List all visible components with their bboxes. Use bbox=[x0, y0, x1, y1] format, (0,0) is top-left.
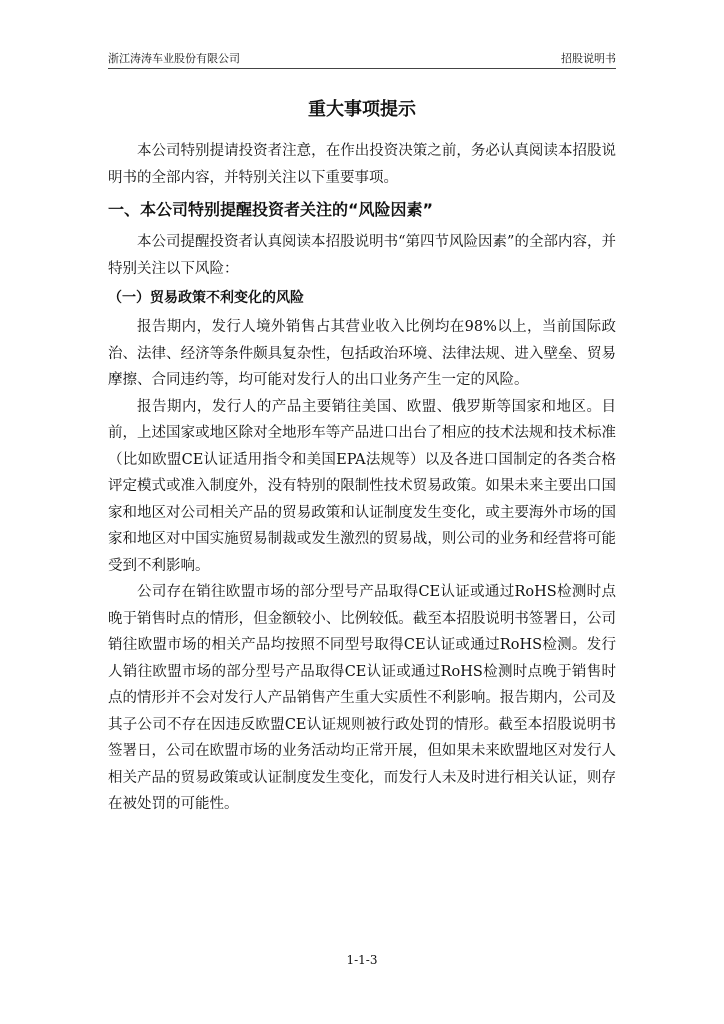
subsection-1-paragraph-1: 报告期内，发行人境外销售占其营业收入比例均在98%以上，当前国际政治、法律、经济等条件颇具复杂性，包括政治环境、法律法规、进入壁垒、贸易摩擦、合同违约等，均可能对发行人的出口业务产生一定的风险。 bbox=[108, 319, 616, 388]
page-header bbox=[108, 52, 616, 68]
document-body bbox=[108, 138, 616, 818]
page-title: 重大事项提示 bbox=[308, 99, 416, 120]
section-1-heading: 一、本公司特别提醒投资者关注的“风险因素” bbox=[108, 200, 434, 219]
header-rule bbox=[108, 68, 616, 69]
header-doc-type: 招股说明书 bbox=[561, 52, 616, 65]
page-number: 1-1-3 bbox=[346, 953, 378, 967]
section-1-intro: 本公司提醒投资者认真阅读本招股说明书“第四节风险因素”的全部内容，并特别关注以下风险： bbox=[108, 234, 616, 277]
header-company: 浙江涛涛车业股份有限公司 bbox=[108, 52, 240, 65]
subsection-1-paragraph-2: 报告期内，发行人的产品主要销往美国、欧盟、俄罗斯等国家和地区。目前，上述国家或地区除对全地形车等产品进口出台了相应的技术法规和技术标准（比如欧盟CE认证适用指令和美国EPA法规等）以及各进口国制定的各类合格评定模式或准入制度外，没有特别的限制性技术贸易政策。如果未来主要出口国家和地区对公司相关产品的贸易政策和认证制度发生变化，或主要海外市场的国家和地区对中国实施贸易制裁或发生激烈的贸易战，则公司的业务和经营将可能受到不利影响。 bbox=[108, 398, 616, 574]
subsection-1-paragraph-3: 公司存在销往欧盟市场的部分型号产品取得CE认证或通过RoHS检测时点晚于销售时点的情形，但金额较小、比例较低。截至本招股说明书签署日，公司销往欧盟市场的相关产品均按照不同型号取得CE认证或通过RoHS检测。发行人销往欧盟市场的部分型号产品取得CE认证或通过RoHS检测时点晚于销售时点的情形并不会对发行人产品销售产生重大实质性不利影响。报告期内，公司及其子公司不存在因违反欧盟CE认证规则被行政处罚的情形。截至本招股说明书签署日，公司在欧盟市场的业务活动均正常开展，但如果未来欧盟地区对发行人相关产品的贸易政策或认证制度发生变化，而发行人未及时进行相关认证，则存在被处罚的可能性。 bbox=[108, 584, 616, 812]
subsection-1-heading: （一）贸易政策不利变化的风险 bbox=[108, 290, 304, 306]
intro-paragraph: 本公司特别提请投资者注意，在作出投资决策之前，务必认真阅读本招股说明书的全部内容，并特别关注以下重要事项。 bbox=[108, 143, 616, 186]
